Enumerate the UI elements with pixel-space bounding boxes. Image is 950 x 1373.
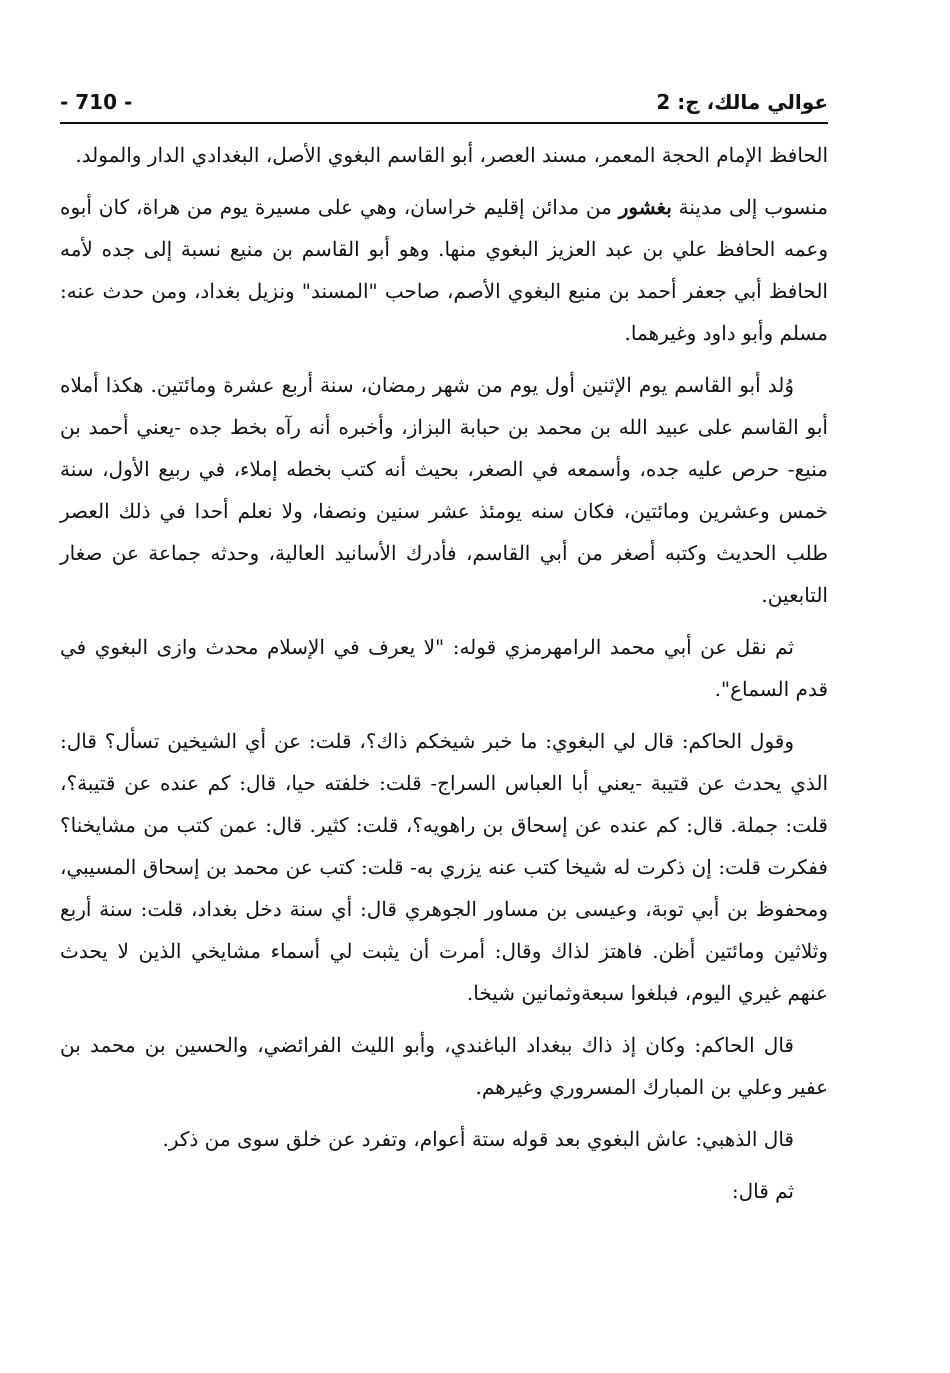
book-page — [60, 84, 828, 1222]
page-number: - 710 - — [60, 90, 133, 114]
page-body — [60, 134, 828, 1212]
paragraph-2-start: منسوب إلى مدينة — [671, 195, 828, 219]
header-rule — [60, 122, 828, 124]
paragraph-8: ثم قال: — [731, 1179, 794, 1203]
paragraph-5: وقول الحاكم: قال لي البغوي: ما خبر شيخكم ذاك؟، قلت: عن أي الشيخين تسأل؟ قال: الذي يحدث عن قتيبة -يعني أبا العباس السراج- قلت: خلفته حيا، قال: كم عنده عن قتيبة؟، قلت: جملة. قال: كم عنده عن إسحاق بن راهويه؟، قلت: كثير. قال: عمن كتب من مشايخنا؟ ففكرت قلت: إن ذكرت له شيخا كتب عنه يزري به- قلت: كتب عن محمد بن إسحاق المسيبي، ومحفوظ بن أبي توبة، وعيسى بن مساور الجوهري قال: أي سنة دخل بغداد، قلت: سنة أربع وثلاثين ومائتين أظن. فاهتز لذاك وقال: أمرت أن يثبت لي أسماء مشايخي الذين لا يحدث عنهم غيري اليوم، فبلغوا سبعةوثمانين شيخا. — [60, 729, 828, 1005]
paragraph-3: وُلد أبو القاسم يوم الإثنين أول يوم من شهر رمضان، سنة أربع عشرة ومائتين. هكذا أملاه أبو القاسم على عبيد الله بن محمد بن حبابة البزاز، وأخبره أنه رآه بخط جده -يعني أحمد بن منيع- حرص عليه جده، وأسمعه في الصغر، بحيث أنه كتب بخطه إملاء، في ربيع الأول، سنة خمس وعشرين ومائتين، فكان سنه يومئذ عشر سنين ونصفا، ولا نعلم أحدا في ذلك العصر طلب الحديث وكتبه أصغر من أبي القاسم، فأدرك الأسانيد العالية، وحدثه جماعة عن صغار التابعين. — [60, 373, 828, 607]
paragraph-6: قال الحاكم: وكان إذ ذاك ببغداد الباغندي، وأبو الليث الفرائضي، والحسين بن محمد بن عفير وعلي بن المبارك المسروري وغيرهم. — [60, 1033, 828, 1099]
paragraph-2 — [60, 186, 828, 354]
paragraph-4: ثم نقل عن أبي محمد الرامهرمزي قوله: "لا يعرف في الإسلام محدث وازى البغوي في قدم السماع". — [60, 635, 828, 701]
paragraph-1: الحافظ الإمام الحجة المعمر، مسند العصر، أبو القاسم البغوي الأصل، البغدادي الدار والمولد. — [75, 143, 828, 167]
running-title: عوالي مالك، ج: 2 — [656, 90, 828, 114]
page-header — [60, 84, 828, 122]
place-name-bold: بغشور — [618, 195, 672, 219]
paragraph-2-rest: من مدائن إقليم خراسان، وهي على مسيرة يوم من هراة، كان أبوه وعمه الحافظ علي بن عبد العزيز البغوي منها. وهو أبو القاسم بن منيع نسبة إلى جده لأمه الحافظ أبي جعفر أحمد بن منيع البغوي الأصم، صاحب "المسند" ونزيل بغداد، ومن حدث عنه: مسلم وأبو داود وغيرهما. — [60, 195, 828, 345]
paragraph-7: قال الذهبي: عاش البغوي بعد قوله ستة أعوام، وتفرد عن خلق سوى من ذكر. — [162, 1127, 794, 1151]
